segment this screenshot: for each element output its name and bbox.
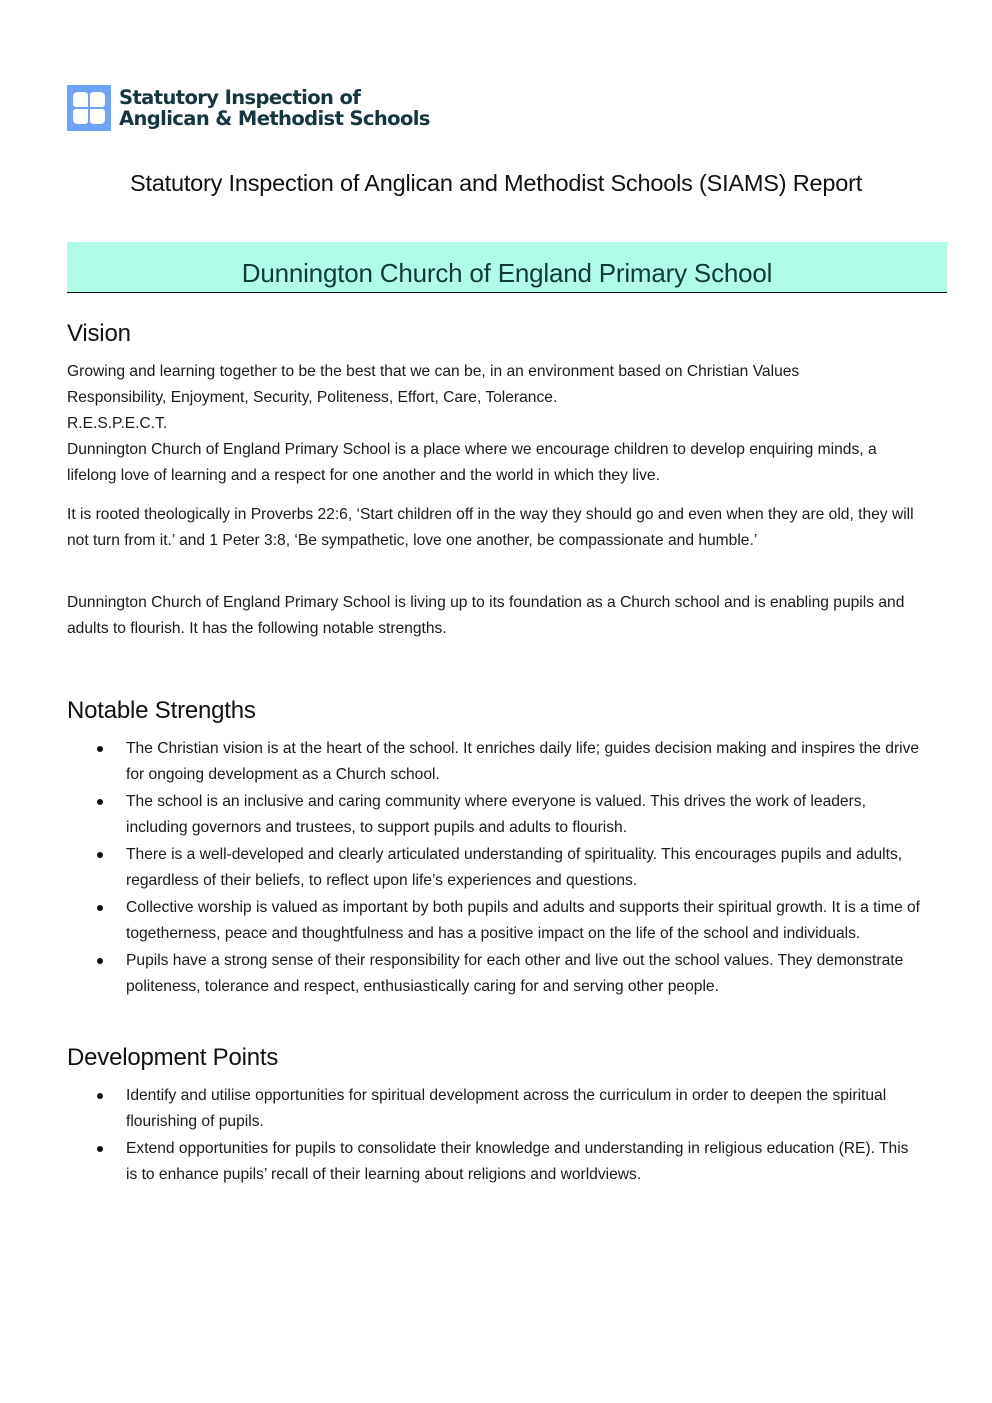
report-title: Statutory Inspection of Anglican and Methodist Schools (SIAMS) Report — [129, 170, 863, 196]
bullet-icon — [97, 1146, 103, 1152]
bullet-icon — [97, 905, 103, 911]
notable-strengths-section — [67, 697, 927, 1000]
siams-logo — [67, 85, 430, 131]
vision-values-line: Responsibility, Enjoyment, Security, Politeness, Effort, Care, Tolerance. — [67, 389, 558, 406]
list-item: The Christian vision is at the heart of the school. It enriches daily life; guides decision making and inspires the drive for ongoing development as a Church school. — [67, 736, 921, 788]
four-petal-flower-icon — [67, 85, 111, 131]
development-points-section — [67, 1044, 927, 1188]
vision-theology: It is rooted theologically in Proverbs 22:6, ‘Start children off in the way they should go and even when they are old, they will not turn from it.’ and 1 Peter 3:8, ‘Be sympathetic, love one another, be compassionate and humble.’ — [67, 506, 914, 549]
notable-strengths-list — [67, 736, 927, 1000]
bullet-icon — [97, 1093, 103, 1099]
vision-section — [67, 320, 927, 642]
development-points-heading: Development Points — [67, 1044, 279, 1071]
school-name-banner — [67, 242, 947, 293]
vision-acronym: R.E.S.P.E.C.T. — [67, 415, 168, 432]
list-item: The school is an inclusive and caring community where everyone is valued. This drives the work of leaders, including governors and trustees, to support pupils and adults to flourish. — [67, 789, 921, 841]
bullet-icon — [97, 746, 103, 752]
vision-statement: Dunnington Church of England Primary School is a place where we encourage children to develop enquiring minds, a lifelong love of learning and a respect for one another and the world in which they live. — [67, 441, 877, 484]
school-name: Dunnington Church of England Primary School — [241, 257, 773, 288]
bullet-icon — [97, 852, 103, 858]
list-item: Pupils have a strong sense of their responsibility for each other and live out the school values. They demonstrate politeness, tolerance and respect, enthusiastically caring for and serving other people. — [67, 948, 921, 1000]
vision-line: Growing and learning together to be the best that we can be, in an environment based on Christian Values — [67, 363, 800, 380]
logo-line-1: Statutory Inspection of — [119, 86, 361, 109]
bullet-icon — [97, 958, 103, 964]
logo-line-2: Anglican & Methodist Schools — [119, 107, 430, 130]
development-points-list — [67, 1083, 927, 1188]
list-item: There is a well-developed and clearly articulated understanding of spirituality. This encourages pupils and adults, regardless of their beliefs, to reflect upon life’s experiences and questions. — [67, 842, 921, 894]
vision-heading: Vision — [67, 320, 131, 347]
vision-summary: Dunnington Church of England Primary School is living up to its foundation as a Church school and is enabling pupils and adults to flourish. It has the following notable strengths. — [67, 594, 905, 637]
list-item: Identify and utilise opportunities for spiritual development across the curriculum in order to deepen the spiritual flourishing of pupils. — [67, 1083, 921, 1135]
bullet-icon — [97, 799, 103, 805]
logo-wordmark — [119, 87, 430, 129]
list-item: Extend opportunities for pupils to consolidate their knowledge and understanding in religious education (RE). This is to enhance pupils’ recall of their learning about religions and worldviews. — [67, 1136, 921, 1188]
list-item: Collective worship is valued as important by both pupils and adults and supports their spiritual growth. It is a time of togetherness, peace and thoughtfulness and has a positive impact on the life of the school and individuals. — [67, 895, 921, 947]
notable-strengths-heading: Notable Strengths — [67, 697, 256, 724]
